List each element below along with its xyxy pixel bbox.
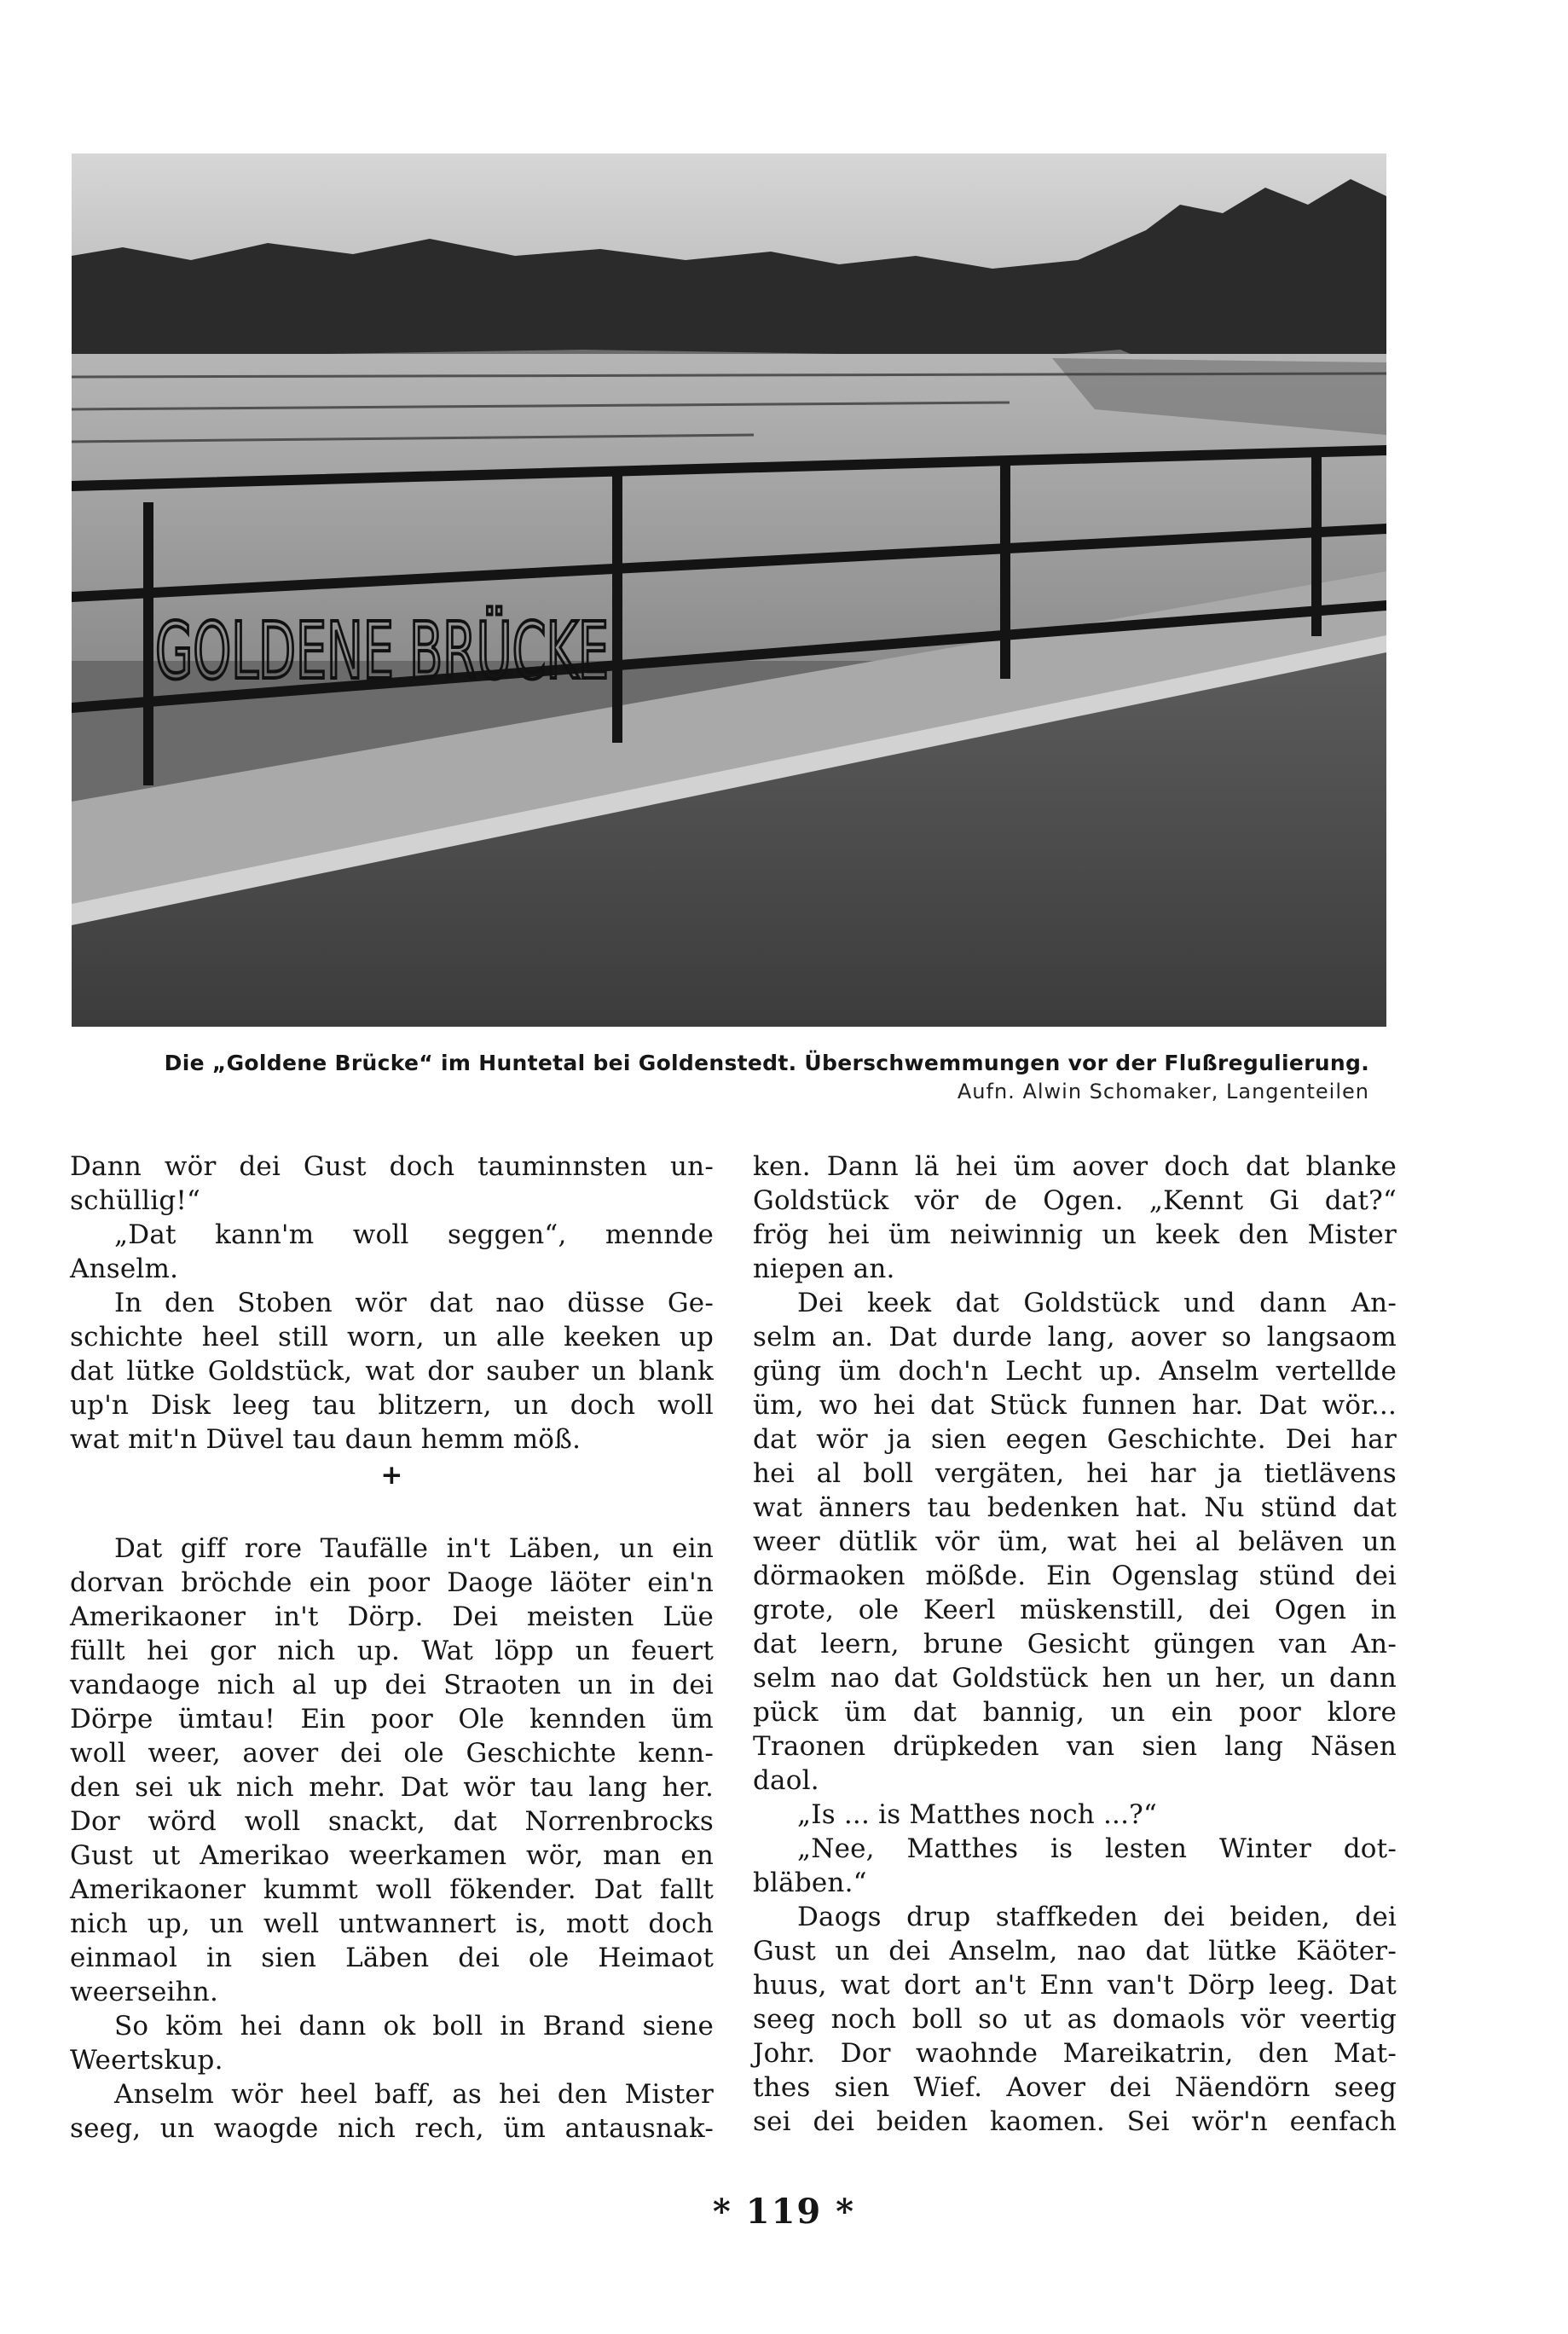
text-line: Gust un dei Anselm, nao dat lütke Käöter- [753, 1936, 1397, 1966]
text-line: wat änners tau bedenken hat. Nu stünd dat [753, 1492, 1397, 1523]
text-line: einmaol in sien Läben dei ole Heimaot [70, 1943, 714, 1973]
text-line: sei dei beiden kaomen. Sei wör'n eenfach [753, 2106, 1397, 2137]
text-line: + [380, 1460, 403, 1491]
text-line: In den Stoben wör dat nao düsse Ge- [114, 1288, 714, 1318]
text-line: seeg noch boll so ut as domaols vör veertig [753, 2004, 1397, 2035]
text-line: dat wör ja sien eegen Geschichte. Dei har [753, 1424, 1397, 1455]
text-line: up'n Disk leeg tau blitzern, un doch woll [70, 1390, 714, 1421]
text-line: daol. [753, 1765, 819, 1796]
bridge-sign-text: GOLDENE BRÜCKE [155, 605, 609, 697]
text-line: dörmaoken mößde. Ein Ogenslag stünd dei [753, 1561, 1397, 1591]
text-line: güng üm doch'n Lecht up. Anselm vertellde [753, 1356, 1397, 1387]
text-line: Dörpe ümtau! Ein poor Ole kennden üm [70, 1704, 714, 1735]
text-line: Anselm wör heel baff, as hei den Mister [114, 2079, 714, 2110]
text-line: den sei uk nich mehr. Dat wör tau lang her. [70, 1772, 714, 1803]
text-line: Traonen drüpkeden van sien lang Näsen [753, 1731, 1397, 1762]
text-line: niepen an. [753, 1254, 895, 1284]
text-line [70, 1492, 714, 1532]
text-line: So köm hei dann ok boll in Brand siene [114, 2011, 714, 2042]
text-line: Dann wör dei Gust doch tauminnsten un- [70, 1151, 714, 1182]
text-line: weer dütlik vör üm, wat hei al beläven un [753, 1526, 1397, 1557]
text-line: vandaoge nich al up dei Straoten un in dei [70, 1670, 714, 1700]
text-line: wat mit'n Düvel tau daun hemm möß. [70, 1424, 581, 1455]
right-text-column [753, 1150, 1397, 2139]
text-line: woll weer, aover dei ole Geschichte kenn- [70, 1738, 714, 1769]
text-line: nich up, un well untwannert is, mott doch [70, 1908, 714, 1939]
text-line: „Dat kann'm woll seggen“, mennde [114, 1219, 714, 1250]
text-line: Gust ut Amerikao weerkamen wör, man en [70, 1840, 714, 1871]
photo-caption: Die „Goldene Brücke“ im Huntetal bei Goldenstedt. Überschwemmungen vor der Flußregulierung. [164, 1051, 1369, 1075]
left-text-column [70, 1150, 714, 2146]
text-line: Anselm. [70, 1254, 179, 1284]
text-line: Amerikaoner kummt woll fökender. Dat fallt [70, 1874, 714, 1905]
text-line: selm nao dat Goldstück hen un her, un dann [753, 1663, 1397, 1694]
text-line: Goldstück vör de Ogen. „Kennt Gi dat?“ [753, 1185, 1397, 1216]
text-line: thes sien Wief. Aover dei Näendörn seeg [753, 2072, 1397, 2103]
text-line: hei al boll vergäten, hei har ja tietlävens [753, 1458, 1397, 1489]
text-line: füllt hei gor nich up. Wat löpp un feuert [70, 1636, 714, 1666]
text-line: pück üm dat bannig, un ein poor klore [753, 1697, 1397, 1728]
text-line: dat leern, brune Gesicht güngen van An- [753, 1629, 1397, 1659]
text-line: weerseihn. [70, 1977, 218, 2007]
text-line: Dei keek dat Goldstück und dann An- [797, 1288, 1397, 1318]
bridge-flood-photo [72, 153, 1386, 1027]
text-line: Daogs drup staffkeden dei beiden, dei [797, 1902, 1397, 1932]
text-line: dorvan bröchde ein poor Daoge läöter ein'n [70, 1567, 714, 1598]
photo-golden-bridge [72, 153, 1386, 1027]
text-line: dat lütke Goldstück, wat dor sauber un blank [70, 1356, 714, 1387]
text-line: Johr. Dor waohnde Mareikatrin, den Mat- [753, 2038, 1397, 2069]
text-line: selm an. Dat durde lang, aover so langsaom [753, 1322, 1397, 1352]
text-line: bläben.“ [753, 1868, 867, 1898]
text-line: huus, wat dort an't Enn van't Dörp leeg. Dat [753, 1970, 1397, 2001]
text-line: schüllig!“ [70, 1185, 201, 1216]
text-line: Dat giff rore Taufälle in't Läben, un ein [114, 1533, 714, 1564]
photo-credit: Aufn. Alwin Schomaker, Langenteilen [957, 1080, 1369, 1103]
text-line: seeg, un waogde nich rech, üm antausnak- [70, 2113, 714, 2144]
text-line: frög hei üm neiwinnig un keek den Mister [753, 1219, 1397, 1250]
text-line: „Is ... is Matthes noch ...?“ [797, 1799, 1158, 1830]
text-line: Amerikaoner in't Dörp. Dei meisten Lüe [70, 1601, 714, 1632]
text-line: üm, wo hei dat Stück funnen har. Dat wör... [753, 1390, 1397, 1421]
text-line: ken. Dann lä hei üm aover doch dat blanke [753, 1151, 1397, 1182]
text-line: Dor wörd woll snackt, dat Norrenbrocks [70, 1806, 714, 1837]
text-line: Weertskup. [70, 2045, 223, 2076]
text-line: „Nee, Matthes is lesten Winter dot- [797, 1833, 1397, 1864]
page-number: * 119 * [712, 2192, 856, 2232]
text-line: grote, ole Keerl müskenstill, dei Ogen in [753, 1595, 1397, 1625]
text-line: schichte heel still worn, un alle keeken up [70, 1322, 714, 1352]
